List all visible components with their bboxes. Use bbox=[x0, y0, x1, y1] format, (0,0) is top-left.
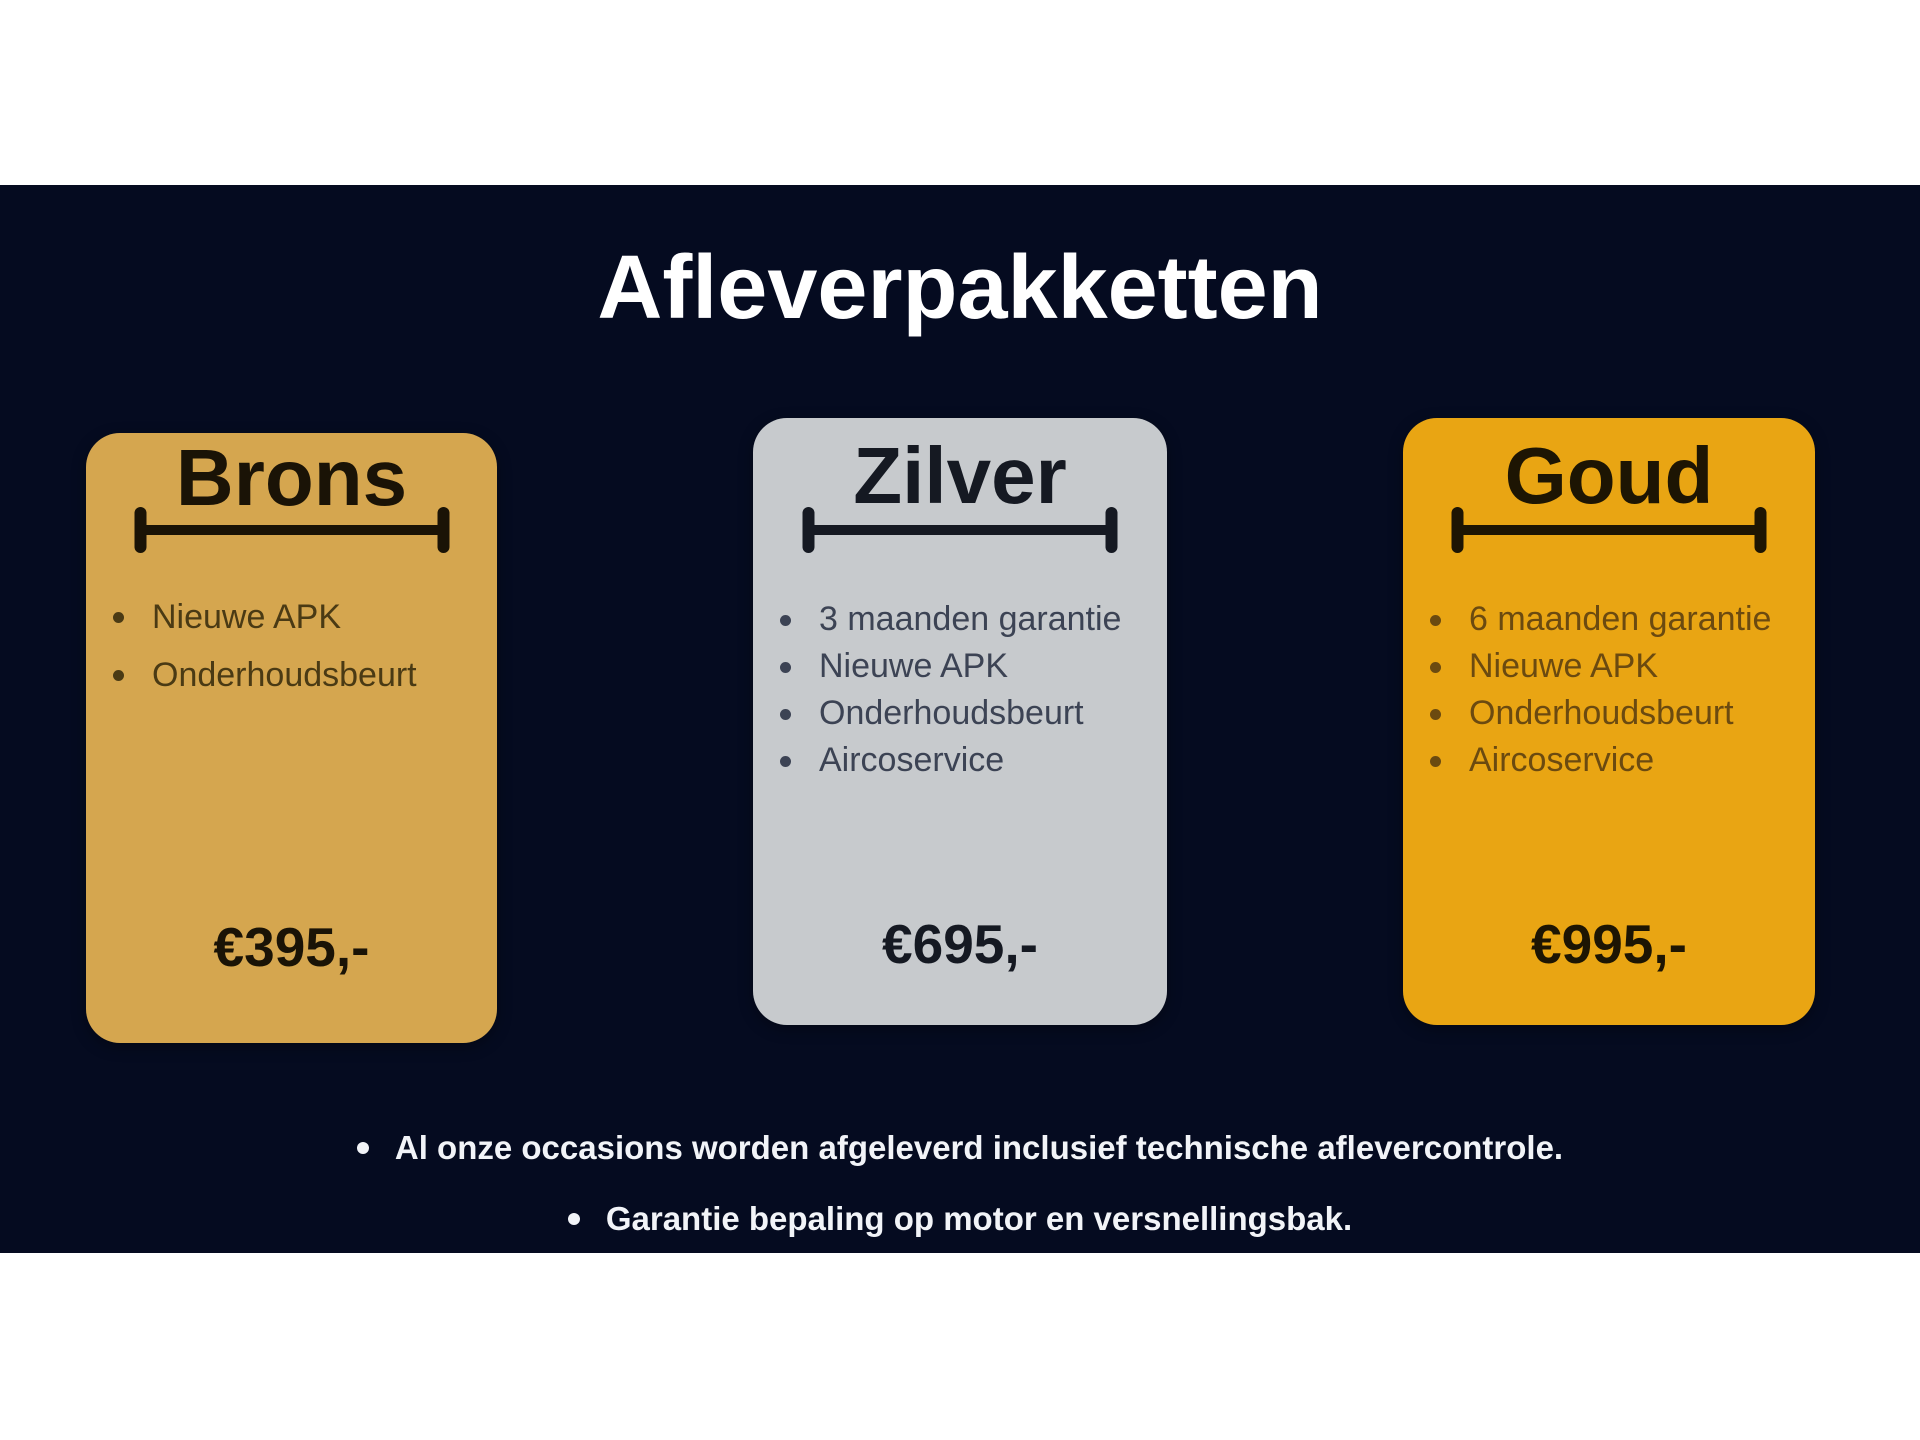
feature-item bbox=[86, 646, 497, 704]
main-panel bbox=[0, 185, 1920, 1253]
pricing-card-goud bbox=[1403, 418, 1815, 1025]
title-underline-ibeam-icon bbox=[1452, 507, 1767, 553]
bullet-icon bbox=[1430, 709, 1441, 720]
feature-text: Aircoservice bbox=[1469, 741, 1655, 779]
ibeam-bar bbox=[803, 525, 1118, 535]
feature-item bbox=[753, 737, 1167, 784]
feature-item bbox=[86, 588, 497, 646]
feature-item bbox=[1403, 643, 1815, 690]
bullet-icon bbox=[780, 709, 791, 720]
ibeam-bar bbox=[1452, 525, 1767, 535]
card-price-zilver: €695,- bbox=[882, 913, 1038, 975]
feature-text: 6 maanden garantie bbox=[1469, 600, 1772, 638]
feature-text: Onderhoudsbeurt bbox=[1469, 694, 1734, 732]
bullet-icon bbox=[1430, 662, 1441, 673]
feature-list-brons bbox=[86, 588, 497, 704]
feature-text: Nieuwe APK bbox=[819, 647, 1008, 685]
feature-text: Nieuwe APK bbox=[152, 598, 341, 636]
feature-text: Aircoservice bbox=[819, 741, 1005, 779]
pricing-card-zilver bbox=[753, 418, 1167, 1025]
feature-item bbox=[753, 643, 1167, 690]
feature-text: Onderhoudsbeurt bbox=[819, 694, 1084, 732]
pricing-card-brons bbox=[86, 433, 497, 1043]
footer-notes bbox=[0, 1118, 1920, 1260]
card-price-goud: €995,- bbox=[1531, 913, 1687, 975]
bullet-icon bbox=[780, 615, 791, 626]
feature-list-zilver bbox=[753, 596, 1167, 784]
feature-item bbox=[1403, 596, 1815, 643]
footer-note-text: Garantie bepaling op motor en versnellingsbak. bbox=[605, 1200, 1353, 1237]
card-price-brons: €395,- bbox=[213, 916, 370, 978]
bullet-icon bbox=[113, 612, 124, 623]
title-underline-ibeam-icon bbox=[803, 507, 1118, 553]
feature-item bbox=[1403, 737, 1815, 784]
bullet-icon bbox=[780, 662, 791, 673]
feature-text: 3 maanden garantie bbox=[819, 600, 1122, 638]
feature-text: Nieuwe APK bbox=[1469, 647, 1658, 685]
feature-text: Onderhoudsbeurt bbox=[152, 656, 417, 694]
bullet-icon bbox=[568, 1213, 580, 1225]
card-title-goud: Goud bbox=[1504, 431, 1714, 520]
card-title-brons: Brons bbox=[175, 433, 408, 522]
bullet-icon bbox=[113, 670, 124, 681]
bullet-icon bbox=[1430, 615, 1441, 626]
bullet-icon bbox=[1430, 756, 1441, 767]
feature-item bbox=[753, 596, 1167, 643]
footer-note bbox=[0, 1189, 1920, 1244]
feature-item bbox=[1403, 690, 1815, 737]
feature-item bbox=[753, 690, 1167, 737]
card-title-zilver: Zilver bbox=[853, 431, 1067, 520]
bullet-icon bbox=[357, 1142, 369, 1154]
bullet-icon bbox=[780, 756, 791, 767]
feature-list-goud bbox=[1403, 596, 1815, 784]
footer-note-text: Al onze occasions worden afgeleverd inclusief technische aflevercontrole. bbox=[394, 1129, 1564, 1166]
title-underline-ibeam-icon bbox=[134, 507, 449, 553]
ibeam-bar bbox=[134, 525, 449, 535]
footer-note bbox=[0, 1118, 1920, 1173]
page-title: Afleverpakketten bbox=[597, 238, 1323, 338]
